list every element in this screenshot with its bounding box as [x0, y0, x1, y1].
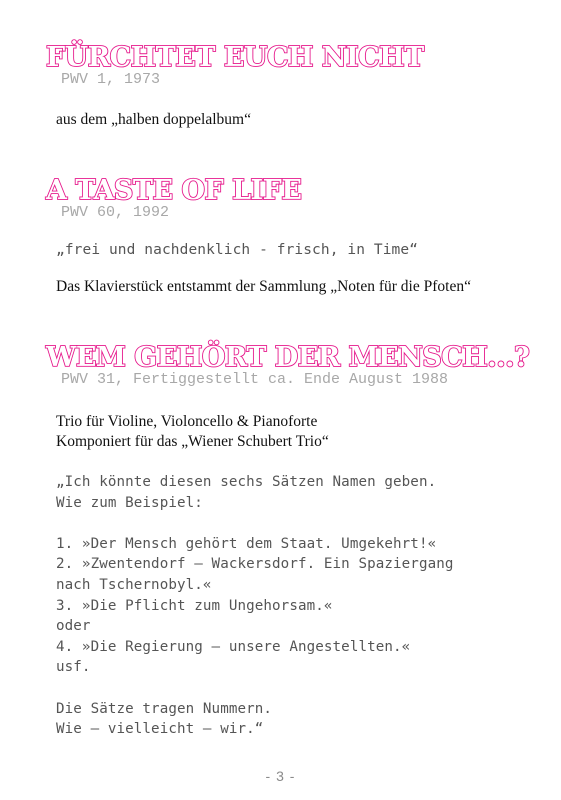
quote-line: „Ich könnte diesen sechs Sätzen Namen geben. [56, 474, 437, 490]
work-catalog-info: PWV 60, 1992 [61, 204, 170, 221]
section-wem-gehoert-der-mensch [46, 344, 541, 740]
quote-line: 2. »Zwentendorf – Wackersdorf. Ein Spaziergang [56, 556, 454, 573]
description-line: Trio für Violine, Violoncello & Pianoforte [56, 413, 318, 430]
quote-line: nach Tschernobyl.« [56, 576, 212, 593]
quote-line: 4. »Die Regierung – unsere Angestellten.« [56, 638, 411, 655]
section-a-taste-of-life [46, 177, 541, 297]
section-fuerchtet-euch-nicht [46, 44, 541, 130]
quote-line: Wie zum Beispiel: [56, 494, 203, 511]
quote-line: 1. »Der Mensch gehört dem Staat. Umgekehrt!« [56, 535, 437, 552]
quote-line: Wie – vielleicht – wir.“ [56, 721, 264, 738]
quote-blank-line [56, 678, 541, 699]
quote-line: 3. »Die Pflicht zum Ungehorsam.« [56, 597, 333, 614]
section-title: WEM GEHÖRT DER MENSCH...? [46, 342, 530, 373]
section-title: A TASTE OF LIFE [46, 175, 302, 206]
section-description: Das Klavierstück entstammt der Sammlung „Noten für die Pfoten“ [56, 277, 471, 295]
section-quote [56, 472, 541, 740]
work-catalog-info: PWV 31, Fertiggestellt ca. Ende August 1988 [61, 371, 449, 388]
work-catalog-info: PWV 1, 1973 [61, 71, 161, 88]
section-description [56, 412, 541, 452]
page-number: - 3 - [265, 768, 296, 784]
description-line: Komponiert für das „Wiener Schubert Trio“ [56, 433, 329, 450]
section-quote: „frei und nachdenklich - frisch, in Time“ [56, 242, 419, 258]
quote-line: oder [56, 618, 91, 635]
quote-blank-line [56, 513, 541, 534]
quote-line: Die Sätze tragen Nummern. [56, 700, 273, 717]
section-title: FÜRCHTET EUCH NICHT [46, 42, 424, 73]
section-description: aus dem „halben doppelalbum“ [56, 111, 251, 128]
quote-line: usf. [56, 659, 91, 676]
